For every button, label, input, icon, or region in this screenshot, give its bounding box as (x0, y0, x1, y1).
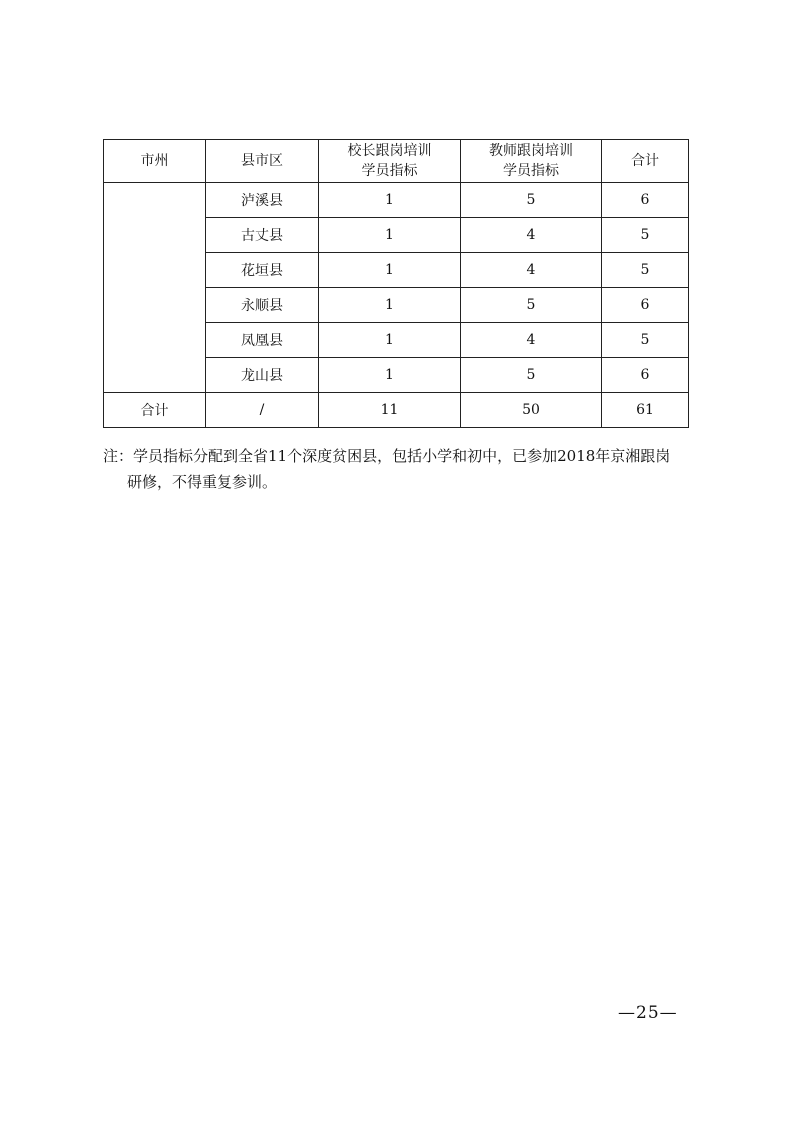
county-cell: 泸溪县 (206, 183, 319, 218)
footer-grand-total: 61 (602, 393, 689, 428)
footer-county: / (206, 393, 319, 428)
note-line2: 研修，不得重复参训。 (127, 473, 278, 491)
total-cell: 6 (602, 358, 689, 393)
header-total: 合计 (602, 140, 689, 183)
total-cell: 5 (602, 253, 689, 288)
principal-quota-cell: 1 (319, 218, 461, 253)
table-total-row (104, 393, 689, 428)
teacher-quota-cell: 5 (461, 358, 602, 393)
footer-teacher-total: 50 (461, 393, 602, 428)
county-cell: 凤凰县 (206, 323, 319, 358)
note-line1: 学员指标分配到全省11个深度贫困县，包括小学和初中，已参加2018年京湘跟岗 (133, 447, 671, 465)
principal-quota-cell: 1 (319, 253, 461, 288)
table-note (103, 443, 703, 495)
teacher-quota-cell: 4 (461, 218, 602, 253)
header-county: 县市区 (206, 140, 319, 183)
header-teacher-quota (461, 140, 602, 183)
header-teacher-line1: 教师跟岗培训 (489, 143, 573, 159)
quota-table (103, 139, 689, 428)
teacher-quota-cell: 5 (461, 288, 602, 323)
footer-label: 合计 (104, 393, 206, 428)
city-cell (104, 183, 206, 393)
county-cell: 龙山县 (206, 358, 319, 393)
table-header-row (104, 140, 689, 183)
principal-quota-cell: 1 (319, 183, 461, 218)
teacher-quota-cell: 4 (461, 323, 602, 358)
header-teacher-line2: 学员指标 (503, 163, 559, 179)
total-cell: 6 (602, 288, 689, 323)
principal-quota-cell: 1 (319, 358, 461, 393)
header-principal-quota (319, 140, 461, 183)
teacher-quota-cell: 5 (461, 183, 602, 218)
header-principal-line2: 学员指标 (361, 163, 418, 179)
header-city: 市州 (104, 140, 206, 183)
teacher-quota-cell: 4 (461, 253, 602, 288)
total-cell: 5 (602, 323, 689, 358)
principal-quota-cell: 1 (319, 288, 461, 323)
header-principal-line1: 校长跟岗培训 (347, 143, 432, 159)
page-number: —25— (618, 1003, 678, 1023)
table-row (104, 183, 689, 218)
note-label: 注： (103, 447, 134, 465)
county-cell: 古丈县 (206, 218, 319, 253)
footer-principal-total: 11 (319, 393, 461, 428)
total-cell: 5 (602, 218, 689, 253)
total-cell: 6 (602, 183, 689, 218)
county-cell: 花垣县 (206, 253, 319, 288)
principal-quota-cell: 1 (319, 323, 461, 358)
county-cell: 永顺县 (206, 288, 319, 323)
